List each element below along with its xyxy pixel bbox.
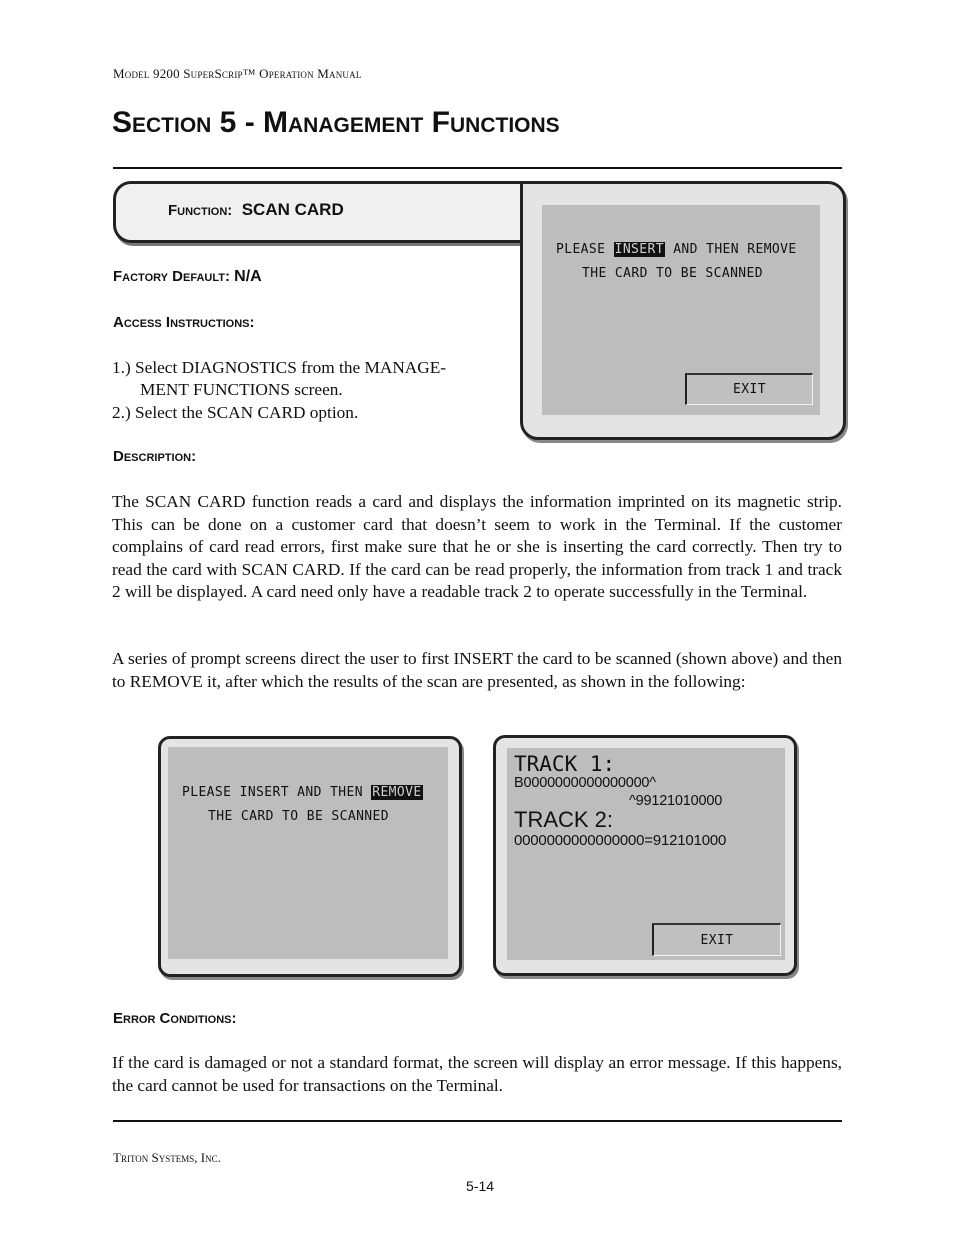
footer-company-text: Triton Systems, Inc. [113,1150,221,1165]
remove-screen-line2: THE CARD TO BE SCANNED [208,809,389,824]
step-number: 2.) [112,403,131,422]
section-title-text: Section 5 - Management Functions [112,106,560,139]
insert-screen [542,205,820,415]
list-item [112,357,446,380]
remove-screen [168,747,448,959]
list-item-continuation [140,379,343,402]
step-number: 1.) [112,358,131,377]
track1-label: TRACK 1: [514,752,616,776]
exit-button[interactable] [685,373,813,405]
function-label: Function: [168,202,233,219]
description-label-text: Description: [113,448,197,465]
error-conditions-label [113,1010,237,1027]
access-instructions-label [113,314,255,331]
factory-default-label: Factory Default: [113,268,230,285]
footer-company [113,1150,221,1166]
exit-button-label: EXIT [733,382,766,397]
error-conditions-text: If the card is damaged or not a standard format, the screen will display an error message. If this happens, the card cannot be used for transactions on the Terminal. [112,1053,842,1095]
function-tab-text [168,200,344,220]
factory-default-value: N/A [234,268,262,285]
bottom-rule [113,1120,842,1122]
exit-button-label: EXIT [700,932,734,948]
error-conditions-label-text: Error Conditions: [113,1010,237,1027]
remove-screen-line1: PLEASE INSERT AND THEN REMOVE [182,785,422,800]
running-head-text: Model 9200 SuperScrip™ Operation Manual [113,66,362,81]
track2-line1: 0000000000000000=912101000 [514,832,727,849]
top-rule [113,167,842,169]
track1-line1: B0000000000000000^ [514,775,656,791]
description-paragraph-1: The SCAN CARD function reads a card and displays the information imprinted on its magnetic strip. This can be done on a customer card that doesn’t seem to work in the Terminal. If the customer complains of card read errors, first make sure that he or she is inserting the card correctly. Then try to read the card with SCAN CARD. If the card can be read properly, the information from track 1 and track 2 will be displayed. A card need only have a readable track 2 to operate successfully in the Terminal. [112,492,842,601]
insert-screen-line1: PLEASE INSERT AND THEN REMOVE [556,242,797,257]
step-text: Select the SCAN CARD option. [135,403,359,422]
section-title [112,106,560,140]
track2-label: TRACK 2: [514,807,614,832]
insert-screen-line2: THE CARD TO BE SCANNED [582,266,763,281]
step-text: Select DIAGNOSTICS from the MANAGE- [135,358,447,377]
access-instructions-label-text: Access Instructions: [113,314,255,331]
description-label [113,448,196,465]
factory-default [113,268,262,286]
track1-line2: ^99121010000 [629,793,723,809]
remove-highlight: REMOVE [372,785,422,800]
results-screen [507,748,785,960]
insert-highlight: INSERT [614,242,664,257]
description-paragraph-2: A series of prompt screens direct the user to first INSERT the card to be scanned (shown above) and then to REMOVE it, after which the results of the scan are presented, as shown in the following: [112,649,842,691]
exit-button[interactable] [652,923,781,956]
list-item [112,402,358,425]
running-head [113,66,362,82]
function-name: SCAN CARD [241,200,344,219]
page-number: 5-14 [466,1178,495,1194]
step-text: MENT FUNCTIONS screen. [140,380,343,399]
